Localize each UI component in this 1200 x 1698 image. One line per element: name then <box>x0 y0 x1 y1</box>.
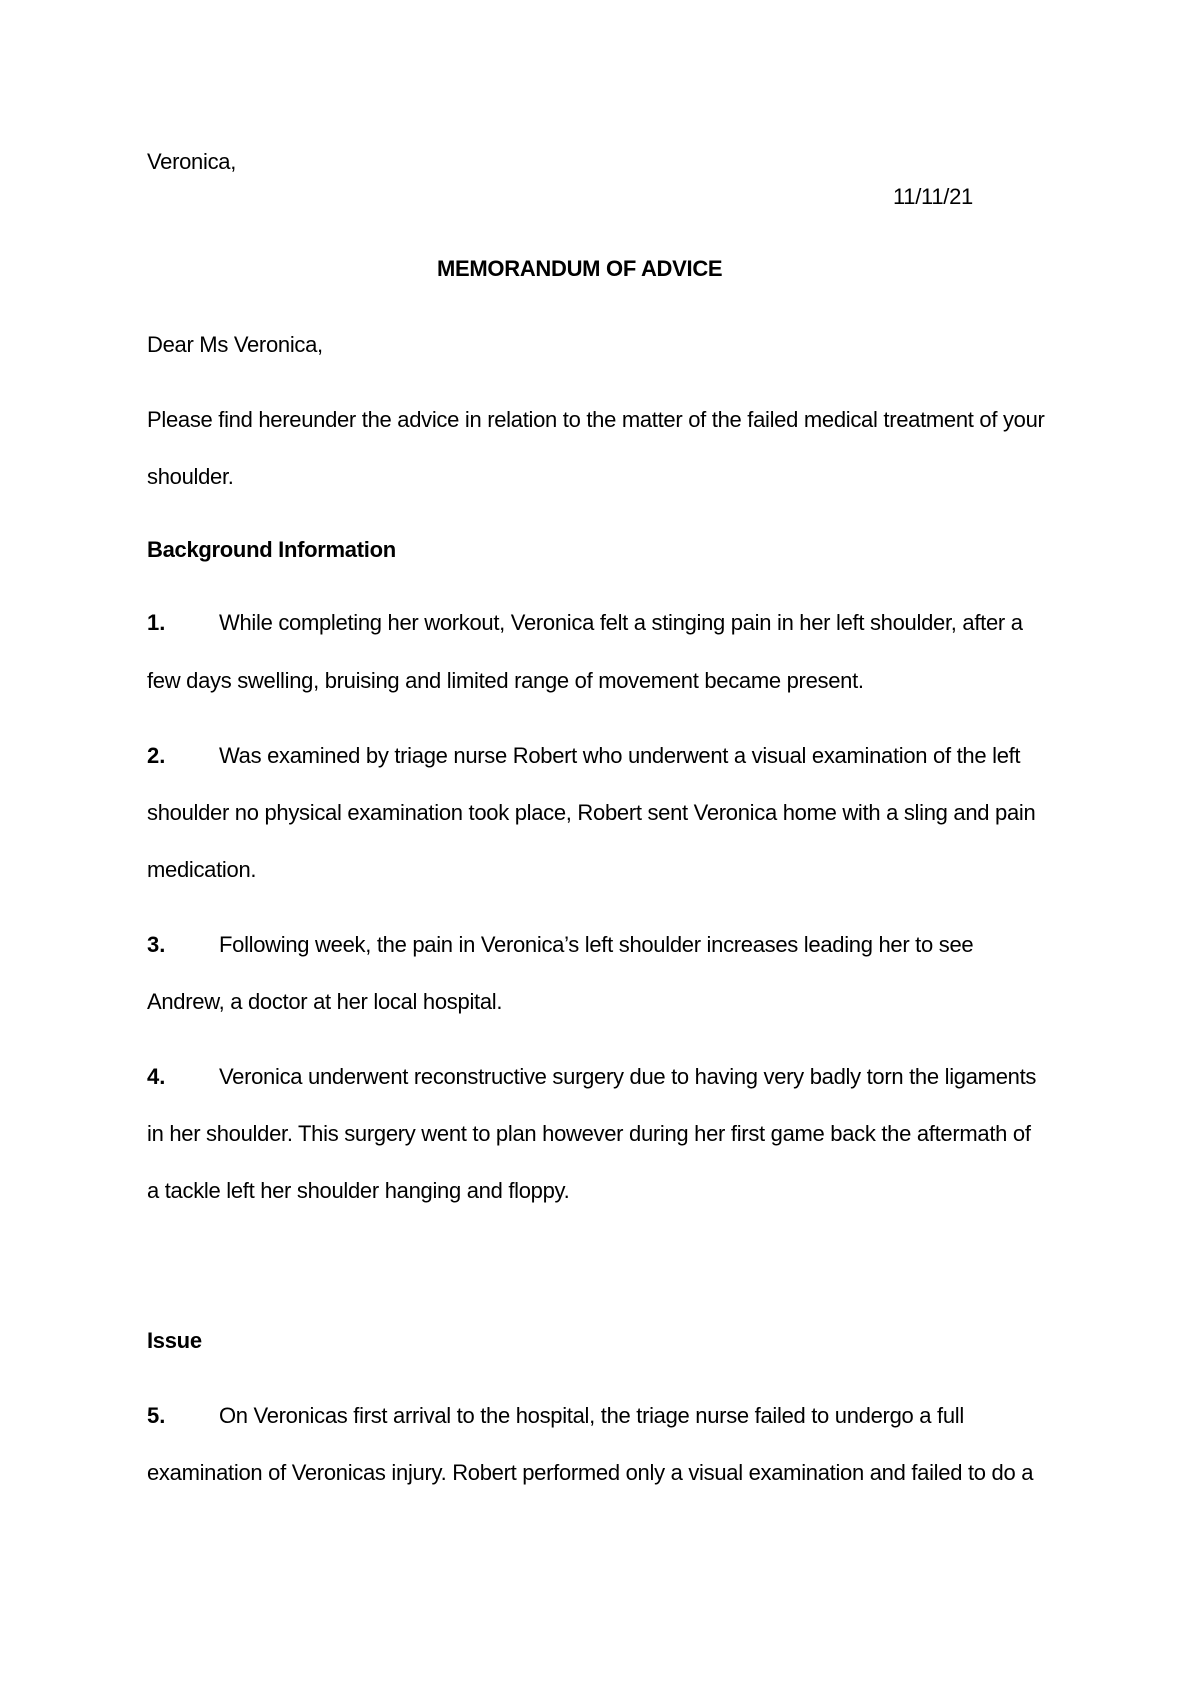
paragraph-line: few days swelling, bruising and limited range of movement became present. <box>147 668 864 693</box>
paragraph-line: Following week, the pain in Veronica’s left shoulder increases leading her to see <box>219 932 974 957</box>
paragraph-line: Was examined by triage nurse Robert who underwent a visual examination of the left <box>219 743 1021 768</box>
paragraph-line: in her shoulder. This surgery went to plan however during her first game back the aftermath of <box>147 1121 1031 1146</box>
intro-line: shoulder. <box>147 464 234 489</box>
addressee: Veronica, <box>147 149 237 174</box>
paragraph-line: While completing her workout, Veronica felt a stinging pain in her left shoulder, after a <box>219 610 1023 635</box>
paragraph-number: 3. <box>147 932 166 957</box>
salutation: Dear Ms Veronica, <box>147 332 323 357</box>
paragraph-line: examination of Veronicas injury. Robert performed only a visual examination and failed to do a <box>147 1460 1034 1485</box>
paragraph-line: a tackle left her shoulder hanging and floppy. <box>147 1178 570 1203</box>
paragraph-line: On Veronicas first arrival to the hospital, the triage nurse failed to undergo a full <box>219 1403 964 1428</box>
memo-date: 11/11/21 <box>893 184 973 209</box>
paragraph-number: 1. <box>147 610 166 635</box>
paragraph-line: medication. <box>147 857 257 882</box>
section-heading-issue: Issue <box>147 1328 202 1353</box>
intro-line: Please find hereunder the advice in relation to the matter of the failed medical treatment of your <box>147 407 1045 432</box>
paragraph-number: 2. <box>147 743 166 768</box>
paragraph-line: Veronica underwent reconstructive surgery due to having very badly torn the ligaments <box>219 1064 1037 1089</box>
section-heading-background: Background Information <box>147 537 396 562</box>
paragraph-line: shoulder no physical examination took place, Robert sent Veronica home with a sling and pain <box>147 800 1036 825</box>
paragraph-number: 4. <box>147 1064 166 1089</box>
paragraph-line: Andrew, a doctor at her local hospital. <box>147 989 503 1014</box>
paragraph-number: 5. <box>147 1403 166 1428</box>
memo-title: MEMORANDUM OF ADVICE <box>437 256 723 281</box>
